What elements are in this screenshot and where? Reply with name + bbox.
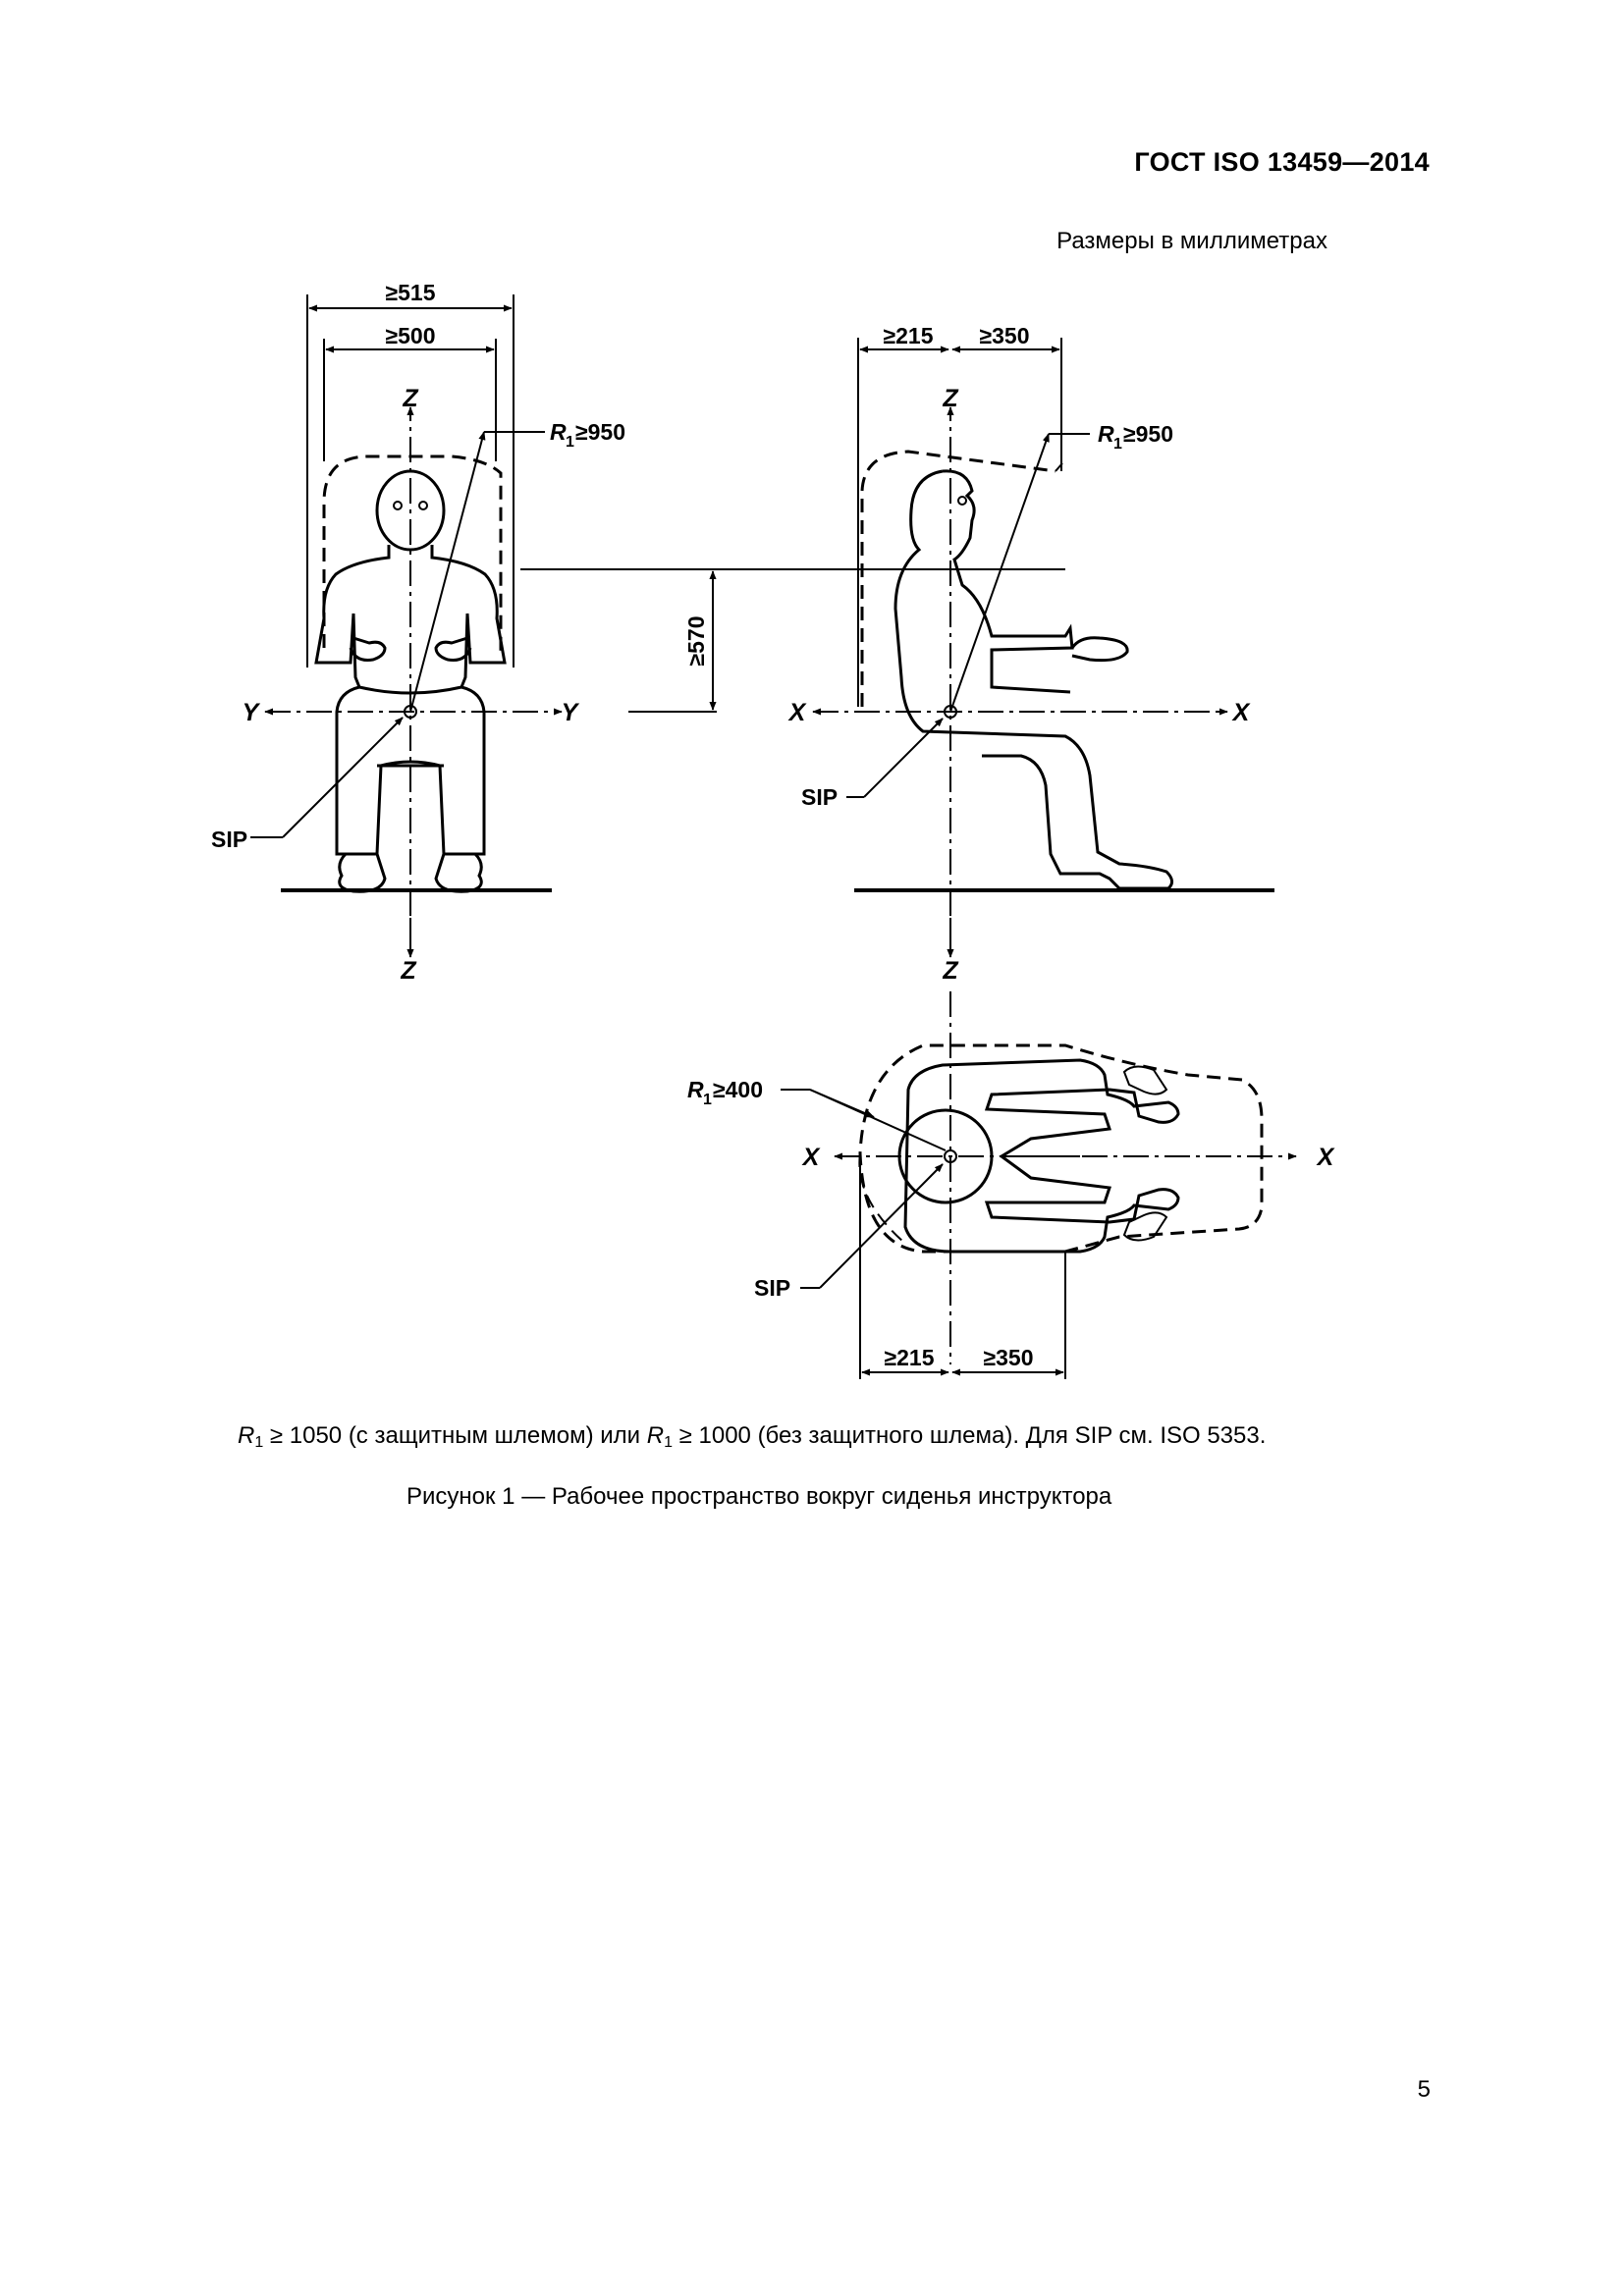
side-z-top-label: Z — [943, 385, 958, 412]
side-view — [813, 338, 1274, 957]
front-envelope — [324, 456, 501, 658]
page-number: 5 — [1417, 2076, 1431, 2103]
front-y-right-label: Y — [561, 699, 578, 726]
front-inner-width-label: ≥500 — [385, 323, 436, 348]
side-sip-label: SIP — [801, 784, 839, 810]
svg-text:1: 1 — [1113, 436, 1122, 453]
top-front-dim-label: ≥350 — [983, 1345, 1034, 1370]
figure-caption: Рисунок 1 — Рабочее пространство вокруг сиденья инструктора — [406, 1483, 1112, 1510]
side-person — [895, 471, 1172, 888]
side-x-left-label: X — [788, 699, 806, 726]
front-radius-label — [550, 419, 625, 451]
front-outer-width-label: ≥515 — [385, 280, 436, 305]
note-text-b: ≥ 1000 (без защитного шлема). Для SIP см. ISO 5353. — [673, 1422, 1267, 1449]
units-note: Размеры в миллиметрах — [1056, 228, 1327, 254]
figure-note — [238, 1422, 1266, 1452]
svg-text:R: R — [1098, 421, 1114, 447]
front-z-top-label: Z — [403, 385, 418, 412]
front-z-bottom-label: Z — [401, 957, 416, 985]
front-y-left-label: Y — [242, 699, 259, 726]
height-dim-label: ≥570 — [683, 615, 709, 667]
side-sip-leader — [864, 719, 943, 797]
svg-text:≥950: ≥950 — [1123, 421, 1173, 447]
top-back-dim-label: ≥215 — [884, 1345, 935, 1370]
svg-text:1: 1 — [566, 434, 574, 451]
side-envelope — [862, 452, 1056, 707]
side-z-bottom-label: Z — [943, 957, 958, 985]
note-r1-b: R — [646, 1422, 665, 1449]
top-x-right-label: X — [1317, 1144, 1334, 1171]
svg-text:R: R — [550, 419, 567, 445]
svg-text:R: R — [687, 1077, 704, 1102]
top-sip-label: SIP — [754, 1275, 791, 1301]
top-sip-leader — [820, 1164, 943, 1288]
height-dimension — [520, 569, 1065, 712]
side-front-dim-label: ≥350 — [979, 323, 1030, 348]
side-radius-label — [1098, 421, 1173, 453]
svg-text:1: 1 — [703, 1092, 712, 1108]
standard-header: ГОСТ ISO 13459—2014 — [1134, 147, 1430, 177]
note-sub-a: 1 — [254, 1434, 264, 1451]
front-sip-label: SIP — [211, 827, 248, 852]
svg-text:≥950: ≥950 — [575, 419, 625, 445]
svg-text:≥400: ≥400 — [713, 1077, 763, 1102]
top-view — [781, 991, 1296, 1379]
top-x-left-label: X — [802, 1144, 820, 1171]
side-back-dim-label: ≥215 — [883, 323, 934, 348]
side-x-right-label: X — [1232, 699, 1250, 726]
note-sub-b: 1 — [664, 1434, 673, 1451]
note-r1-a: R — [238, 1422, 255, 1449]
note-text-a: ≥ 1050 (с защитным шлемом) или — [263, 1422, 647, 1449]
top-radius-label — [687, 1077, 763, 1108]
front-sip-leader — [283, 718, 403, 837]
